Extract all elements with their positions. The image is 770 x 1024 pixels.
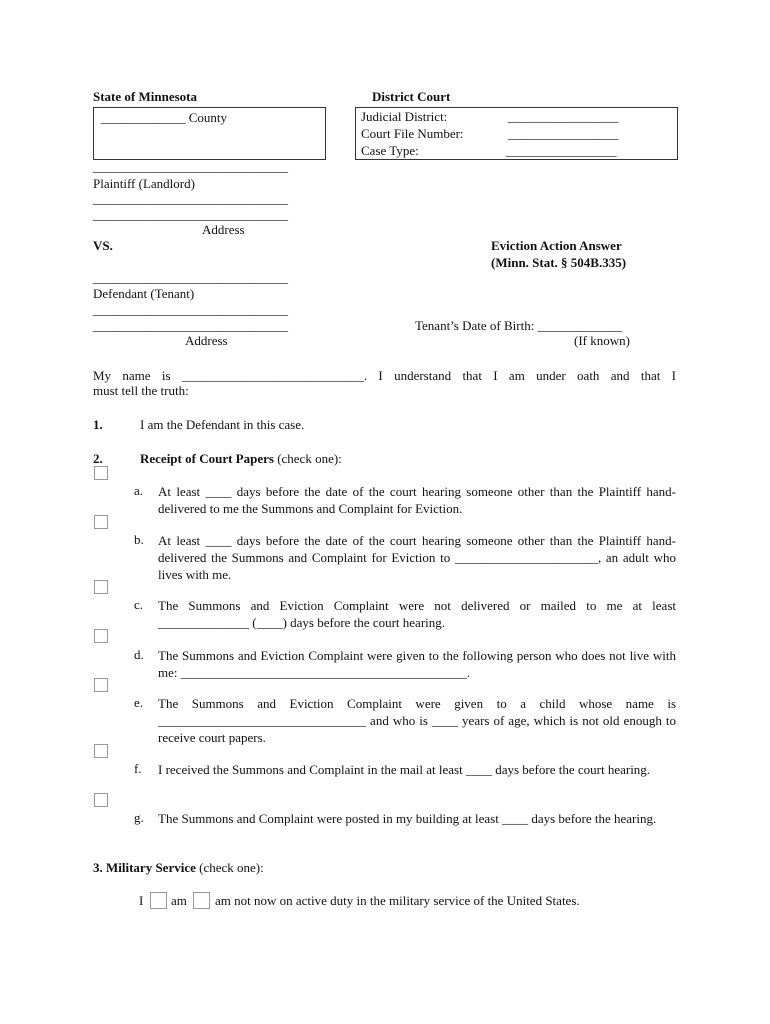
option-f-checkbox[interactable]	[94, 744, 108, 758]
judicial-district-field[interactable]: _________________	[508, 109, 619, 124]
section-2-title: Receipt of Court Papers	[140, 451, 274, 466]
option-c-text: The Summons and Eviction Complaint were not delivered or mailed to me at least ______________ (____) days before the court hearing.	[158, 598, 676, 630]
option-d-checkbox[interactable]	[94, 629, 108, 643]
county-field[interactable]: _____________ County	[101, 110, 228, 125]
military-am-label: am	[171, 893, 187, 908]
plaintiff-label: Plaintiff (Landlord)	[93, 176, 195, 191]
section-1-text: I am the Defendant in this case.	[140, 417, 305, 432]
option-e-letter: e.	[134, 695, 144, 710]
plaintiff-name-line[interactable]: ______________________________	[93, 159, 288, 174]
defendant-name-line[interactable]: ______________________________	[93, 270, 288, 285]
option-e-text: The Summons and Eviction Complaint were given to a child whose name is ________________________________ and who is ____ years of age, which is not old enough to receive court papers.	[158, 696, 676, 745]
plaintiff-address-label: Address	[202, 222, 245, 237]
document-title: Eviction Action Answer	[491, 238, 622, 253]
case-info-box	[355, 107, 678, 160]
defendant-address-line-1[interactable]: ______________________________	[93, 302, 288, 317]
court-file-label: Court File Number:	[361, 126, 464, 141]
judicial-district-label: Judicial District:	[361, 109, 448, 124]
tenant-dob-note: (If known)	[574, 333, 630, 348]
military-am-not-label: am not now on active duty in the military service of the United States.	[215, 893, 580, 908]
option-b-letter: b.	[134, 532, 144, 547]
tenant-dob-field[interactable]: Tenant’s Date of Birth: _____________	[415, 318, 623, 333]
plaintiff-address-line-2[interactable]: ______________________________	[93, 207, 288, 222]
court-heading: District Court	[372, 89, 451, 104]
defendant-address-line-2[interactable]: ______________________________	[93, 318, 288, 333]
intro-line-1: My name is ____________________________. I understand that I am under oath and that I	[93, 368, 676, 383]
section-2-number: 2.	[93, 451, 103, 466]
case-type-field[interactable]: _________________	[506, 143, 617, 158]
intro-line-2: must tell the truth:	[93, 383, 189, 398]
option-d-letter: d.	[134, 647, 144, 662]
section-3-suffix: (check one):	[195, 860, 264, 875]
military-am-checkbox[interactable]	[150, 892, 167, 909]
section-3-heading	[93, 860, 264, 876]
option-a-letter: a.	[134, 483, 144, 498]
option-g-text: The Summons and Complaint were posted in my building at least ____ days before the hearing.	[158, 811, 657, 826]
county-box	[93, 107, 326, 160]
military-i-label: I	[139, 893, 144, 908]
option-f-text: I received the Summons and Complaint in the mail at least ____ days before the court hearing.	[158, 762, 651, 777]
section-2-suffix: (check one):	[273, 451, 342, 466]
court-file-field[interactable]: _________________	[508, 126, 619, 141]
option-b-checkbox[interactable]	[94, 515, 108, 529]
defendant-label: Defendant (Tenant)	[93, 286, 195, 301]
section-2-heading	[140, 451, 342, 467]
case-type-label: Case Type:	[361, 143, 419, 158]
option-e-checkbox[interactable]	[94, 678, 108, 692]
option-a-text: At least ____ days before the date of the court hearing someone other than the Plaintiff hand-delivered to me the Summons and Complaint for Eviction.	[158, 484, 676, 516]
option-f-letter: f.	[134, 761, 142, 776]
document-statute: (Minn. Stat. § 504B.335)	[491, 255, 627, 270]
option-g-checkbox[interactable]	[94, 793, 108, 807]
vs-label: VS.	[93, 238, 113, 253]
option-a-checkbox[interactable]	[94, 466, 108, 480]
defendant-address-label: Address	[185, 333, 228, 348]
option-c-letter: c.	[134, 597, 144, 612]
military-am-not-checkbox[interactable]	[193, 892, 210, 909]
section-3-title: 3. Military Service	[93, 860, 196, 875]
section-1-number: 1.	[93, 417, 103, 432]
option-d-text: The Summons and Eviction Complaint were given to the following person who does not live with me: ____________________________________________.	[158, 648, 676, 680]
option-c-checkbox[interactable]	[94, 580, 108, 594]
plaintiff-address-line-1[interactable]: ______________________________	[93, 191, 288, 206]
option-b-text: At least ____ days before the date of the court hearing someone other than the Plaintiff hand-delivered the Summons and Complaint for Eviction to ______________________, an adult who lives with me.	[158, 533, 676, 582]
state-heading: State of Minnesota	[93, 89, 197, 104]
option-g-letter: g.	[134, 810, 144, 825]
